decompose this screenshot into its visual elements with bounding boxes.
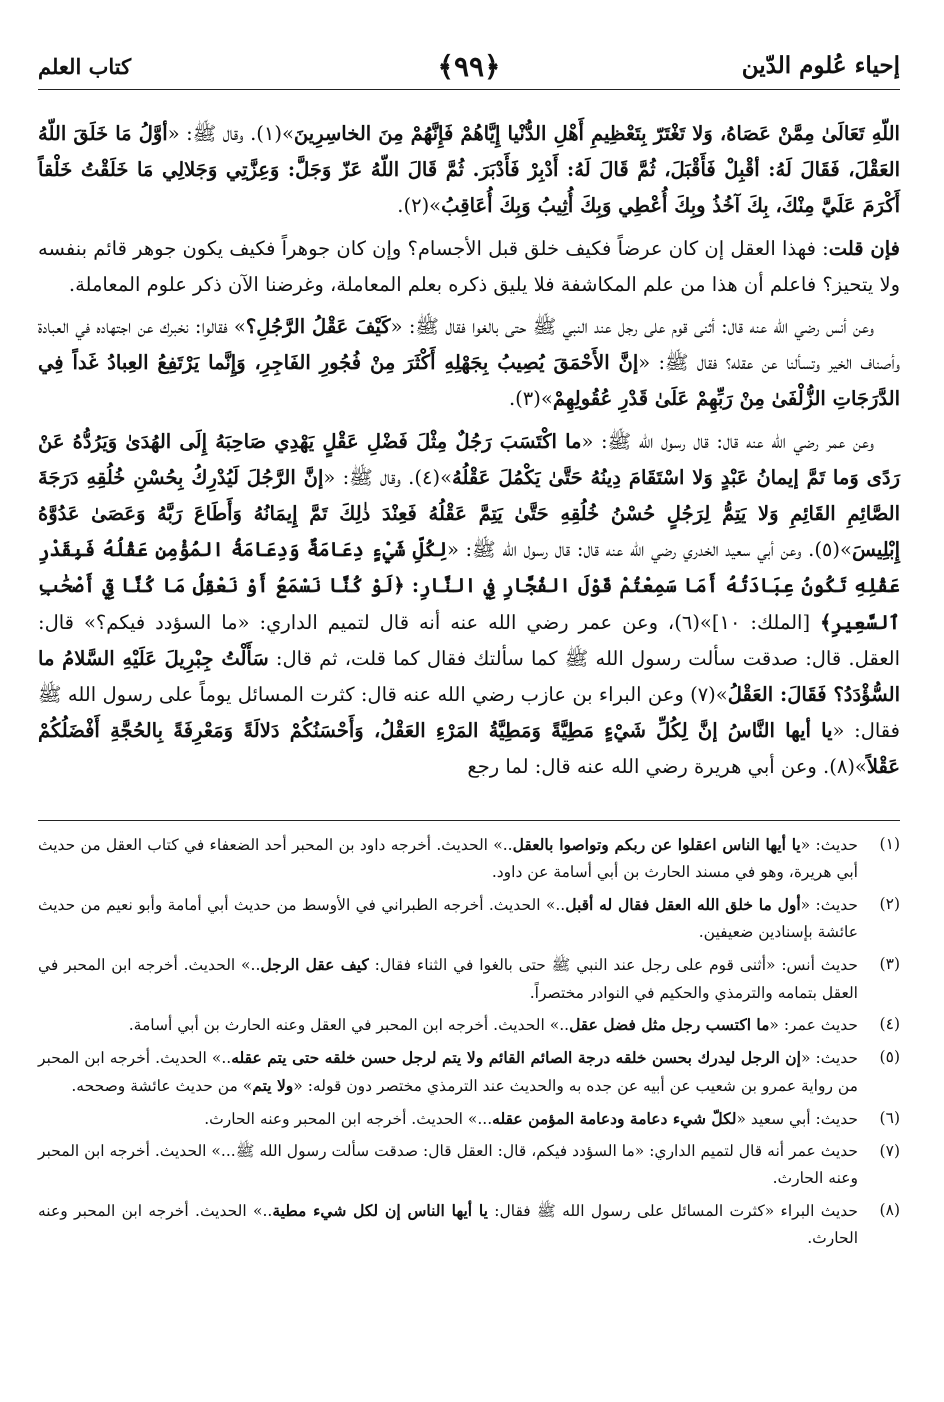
text-run: »(١). وقال ﷺ: « [167,122,294,145]
footnote-text [38,1105,858,1134]
text-run: ..» الحديث. أخرجه ابن المحبر من رواية عمرو بن شعيب عن أبيه عن جده به والحديث عند الترمذي مختصر دون قوله: « [38,1048,858,1096]
text-run: ..» الحديث. أخرجه الطبراني في الأوسط من حديث أبي أمامة وأبو نعيم من حديث عائشة بإسنادين ضعيفين. [38,895,858,942]
body-paragraph [38,424,900,786]
emphasized-text: يا أيها الناس إن لكل شيء مطية [272,1200,488,1220]
text-run: حديث: « [800,895,858,914]
text-run: حديث أنس: «أثنى قوم على رجل عند النبي ﷺ حتى بالغوا في الثناء فقال: [368,956,858,975]
emphasized-text: ولا يتم [252,1076,294,1096]
footnote-text [38,951,858,1007]
book-title: إحياء عُلوم الدّين [741,52,900,79]
emphasized-text: كيف عقل الرجل [260,955,369,975]
text-run: »(٤). وقال ﷺ: « [323,465,453,489]
text-run: وعن أنس رضي الله عنه قال: أثنى قوم على رجل عند النبي ﷺ حتى بالغوا فقال ﷺ: « [390,315,874,339]
footnote [38,1197,900,1253]
footnote-text [38,1138,858,1193]
emphasized-text: إنَّ الأَحْمَقَ يُصِيبُ بِجَهْلِهِ أَكْثَرَ مِنْ فُجُورِ الفَاجِرِ، وَإِنَّما يَرْتَفِعُ العِبادُ غَداً فِي الدَّرَجَاتِ الزُّلْفَىٰ مِنْ رَبِّهِمْ عَلَىٰ قَدْرِ عُقُولِهِمْ [38,351,900,411]
text-run: »(٨). وعن أبي هريرة رضي الله عنه قال: لما رجع [467,755,867,779]
emphasized-text: ما اكتسب رجل مثل فضل عقل [569,1015,770,1035]
text-run: »(٧) وعن البراء بن عازب رضي الله عنه قال: كثرت المسائل يوماً على رسول الله ﷺ فقال: « [38,683,900,743]
text-run: ...» الحديث. أخرجه ابن المحبر وعنه الحارث. [204,1110,493,1128]
footnote-number: (٦) [879,1109,900,1127]
text-run: [الملك: ١٠]»(٦)، وعن عمر رضي الله عنه أنه قال لتميم الداري: «ما السؤدد فيكم؟» قال: العقل. قال: صدقت سألت رسول الله ﷺ كما سألتك فقال كما قلت، ثم قال: [38,610,900,670]
footnote [38,891,900,947]
text-run: » فقالوا: نخبرك عن اجتهاده في العبادة وأصناف الخير وتسألنا عن عقله؟ فقال ﷺ: « [38,315,900,375]
emphasized-text: اللّهِ تَعَالَىٰ مِمَّنْ عَصَاهُ، [712,122,900,145]
text-run: حديث عمر: « [769,1016,858,1035]
text-run: حديث: « [800,835,858,854]
text-run: »(٥). وعن أبي سعيد الخدري رضي الله عنه قال: قال رسول الله ﷺ: « [446,538,852,562]
emphasized-text: سَأَلْتُ جِبْرِيلَ عَلَيْهِ السَّلامُ ما السُّؤْدَدُ؟ فَقَالَ: العَقْلُ [38,646,901,707]
emphasized-text: لكلّ شيء دعامة ودعامة المؤمن عقله [492,1109,737,1128]
chapter-title: كتاب العلم [38,54,132,79]
emphasized-text: وَلا تَغْتَرّ بِتَعْظِيمِ أَهْلِ الدُّنْيا إِيَّاهُمْ فَإِنَّهُمْ مِنَ الخاسِرِينَ [293,122,713,145]
text-run: ..» الحديث. أخرجه ابن المحبر في العقل بتمامه والترمذي والحكيم في النوادر مختصراً. [38,956,858,1002]
footnote-number: (٤) [879,1015,900,1034]
text-run: ..» الحديث. أخرجه ابن المحبر وعنه الحارث. [38,1201,858,1248]
footnote [38,1138,900,1193]
footnote [38,1044,900,1101]
footnote [38,1105,900,1134]
text-run: » من حديث عائشة وصححه. [71,1077,253,1096]
text-run: »(٣). [508,387,553,411]
footnote-text [38,1197,858,1253]
text-run: حديث البراء «كثرت المسائل على رسول الله ﷺ فقال: [487,1201,858,1220]
emphasized-text: فإن قلت [828,236,901,260]
text-run: ..» الحديث. أخرجه ابن المحبر في العقل وعنه الحارث بن أبي أسامة. [128,1016,570,1035]
header-rule [38,89,900,90]
footnote-text [38,1011,858,1040]
footnote-text [38,1044,858,1101]
emphasized-text: يا أيها النَّاسُ إنَّ لِكُلِّ شَيْءٍ مَطِيَّةً وَمَطِيَّةُ المَرْءِ العَقْلُ، وَأَحْسَنُكُمْ دَلالَةً وَمَعْرِفَةً بِالحُجَّةِ أَفْضَلُكُمْ عَقْلاً [38,719,900,779]
emphasized-text: ما اكْتَسَبَ رَجُلٌ مِثْلَ فَضْلِ عَقْلٍ يَهْدِي صَاحِبَهُ إِلَى الهُدَىٰ وَيَرُدُّهُ عَنْ رَدًى وَما تَمَّ إيمانُ عَبْدٍ وَلا اسْتَقَامَ دِينُهُ حَتَّىٰ يَكْمُلَ عَقْلُهُ [38,429,900,489]
text-run: وعن عمر رضي الله عنه قال: قال رسول الله ﷺ: « [581,429,874,453]
footnote-number: (١) [879,834,900,853]
footnote-separator [38,820,900,821]
footnote-number: (٢) [879,894,900,913]
footnote-number: (٥) [879,1047,900,1066]
text-run: : فهذا العقل إن كان عرضاً فكيف خلق قبل الأجسام؟ وإن كان جوهراً فكيف يكون جوهر قائم بنفسه ولا يتحيز؟ فاعلم أن هذا من علم المكاشفة فلا يليق ذكره بعلم المعاملة، وغرضنا الآن ذكر علوم المعاملة. [38,236,900,296]
emphasized-text: كَيْفَ عَقْلُ الرَّجُلِ؟ [245,315,391,339]
body-paragraph [38,231,900,303]
text-run: »(٢). [397,194,442,218]
text-run: حديث: « [800,1048,859,1067]
emphasized-text: أوَّلُ مَا خَلَقَ اللّهُ العَقْلَ، فَقَالَ لَهُ: أقْبِلْ فَأَقْبَلَ، ثُمَّ قَالَ لَهُ: أَدْبِرْ فَأَدْبَرَ. ثُمَّ قَالَ اللّهُ عَزّ وَجَلَّ: وَعِزَّتِي وَجَلالِي مَا خَلَقْتُ خَلْقاً أَكْرَمَ عَلَيَّ مِنْكَ، بِكَ آخُذُ وبِكَ أُعْطِي وَبِكَ أُثِيبُ وَبِكَ أُعَاقِبُ [38,122,900,218]
footnote [38,951,900,1007]
emphasized-text: إنَّ الرَّجُلَ لَيُدْرِكُ بِحُسْنِ خُلُقِهِ دَرَجَةَ الصَّائِمِ القَائِمِ وَلا يَتِمُّ لِرَجُلٍ حُسْنُ خُلُقِهِ حَتَّىٰ يَتِمَّ عَقْلُهُ فَعِنْدَ ذٰلِكَ تَمَّ إِيمَانُهُ وَأَطَاعَ رَبَّهُ وَعَصَىٰ عَدُوَّهُ إِبْلِيسَ [38,465,900,562]
text-run: حديث عمر أنه قال لتميم الداري: «ما السؤدد فيكم، قال: العقل قال: صدقت سألت رسول الله ﷺ...» الحديث. أخرجه ابن المحبر وعنه الحارث. [38,1141,858,1188]
footnote-text [38,831,858,887]
emphasized-text: أول ما خلق الله العقل فقال له أقبل [565,894,801,914]
footnotes [38,831,900,1253]
emphasized-text: يا أيها الناس اعقلوا عن ربكم وتواصوا بالعقل [512,834,801,854]
footnote-number: (٣) [879,955,900,974]
text-run: حديث: أبي سعيد « [736,1110,858,1128]
body-paragraph [38,309,900,418]
page-header [38,0,900,90]
emphasized-text: إن الرجل ليدرك بحسن خلقه درجة الصائم القائم ولا يتم لرجل حسن خلقه حتى يتم عقله [231,1047,801,1067]
footnote [38,1011,900,1040]
footnote [38,831,900,887]
emphasized-text: لِكُلِّ شَيْءٍ دِعَامَةٌ وَدِعَامَةُ المُؤْمِنِ عَقْلُهُ فَبِقَدْرِ عَقْلِهِ تَكُونُ عِبَادَتُهُ أَمَا سَمِعْتُمْ قَوْلَ الفُجَّارِ فِي النَّارِ: ﴿لَوْ كُنَّا نَسْمَعُ أَوْ نَعْقِلُ مَا كُنَّا فِيٓ أَصْحَٰبِ ٱلسَّعِيرِ﴾ [38,538,900,634]
page-number: ﴿٩٩﴾ [437,50,501,83]
main-text [38,116,900,786]
text-run: ..» الحديث. أخرجه داود بن المحبر أحد الضعفاء في كتاب العقل من حديث أبي هريرة، وهو في مسند الحارث بن أبي أسامة عن داود. [38,835,858,882]
footnote-text [38,891,858,947]
footnote-number: (٨) [879,1200,900,1219]
body-paragraph [38,116,900,225]
footnote-number: (٧) [879,1141,900,1160]
